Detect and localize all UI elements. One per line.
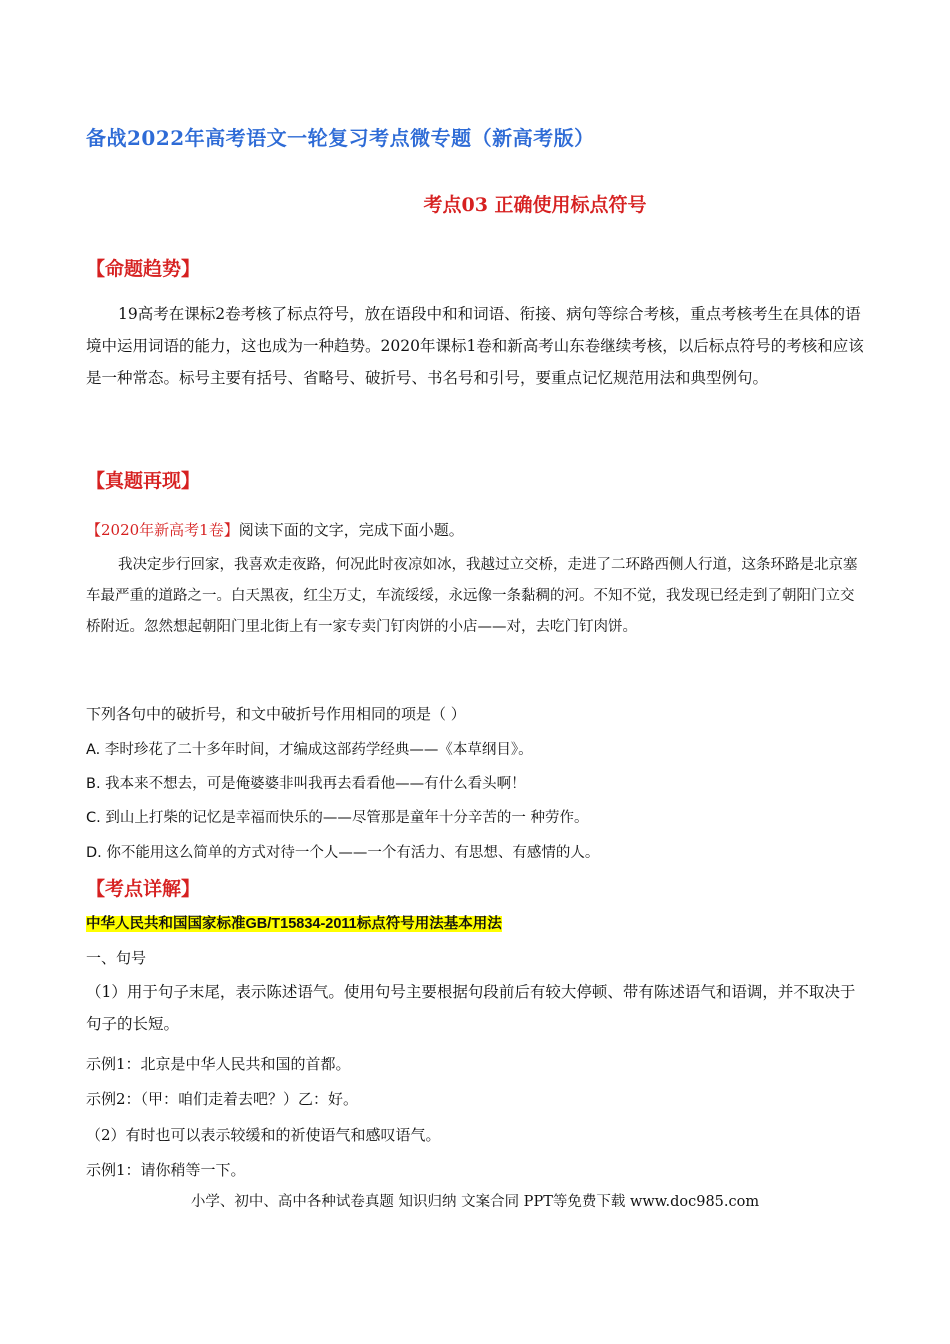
instruction-text: 阅读下面的文字，完成下面小题。 <box>238 521 464 539</box>
standard-title <box>86 912 502 933</box>
example-1: 示例1：北京是中华人民共和国的首都。 <box>86 1055 351 1073</box>
question-source-line <box>86 519 464 540</box>
source-tag: 【2020年新高考1卷】 <box>86 521 239 539</box>
section-heading-trend: 【命题趋势】 <box>86 258 201 280</box>
standard-title-text: 中华人民共和国国家标准GB/T15834-2011标点符号用法基本用法 <box>86 916 502 932</box>
option-a: A. 李时珍花了二十多年时间，才编成这部药学经典——《本草纲目》。 <box>86 742 533 758</box>
example-3: 示例1：请你稍等一下。 <box>86 1161 246 1179</box>
question-stem: 下列各句中的破折号，和文中破折号作用相同的项是（ ） <box>86 705 466 723</box>
rule-2: （2）有时也可以表示较缓和的祈使语气和感叹语气。 <box>86 1126 441 1144</box>
section-heading-real: 【真题再现】 <box>86 470 201 492</box>
reading-passage: 我决定步行回家，我喜欢走夜路，何况此时夜凉如冰，我越过立交桥，走进了二环路西侧人行道，这条环路是北京塞车最严重的道路之一。白天黑夜，红尘万丈，车流绥绥，永远像一条黏稠的河。不知不觉，我发现已经走到了朝阳门立交桥附近。忽然想起朝阳门里北街上有一家专卖门钉肉饼的小店——对，去吃门钉肉饼。 <box>86 557 858 635</box>
document-title: 备战2022年高考语文一轮复习考点微专题（新高考版） <box>86 126 595 150</box>
item-title-period: 一、句号 <box>86 949 147 967</box>
section-heading-detail: 【考点详解】 <box>86 878 201 900</box>
rule-1: （1）用于句子末尾，表示陈述语气。使用句号主要根据句段前后有较大停顿、带有陈述语气和语调，并不取决于句子的长短。 <box>86 983 856 1033</box>
option-b: B. 我本来不想去，可是俺婆婆非叫我再去看看他——有什么看头啊！ <box>86 776 526 792</box>
trend-paragraph: 19高考在课标2卷考核了标点符号，放在语段中和和词语、衔接、病句等综合考核，重点考核考生在具体的语境中运用词语的能力，这也成为一种趋势。2020年课标1卷和新高考山东卷继续考核，以后标点符号的考核和应该是一种常态。标号主要有括号、省略号、破折号、书名号和引号，要重点记忆规范用法和典型例句。 <box>86 305 864 387</box>
option-c: C. 到山上打柴的记忆是幸福而快乐的——尽管那是童年十分辛苦的一 种劳作。 <box>86 810 589 826</box>
page-footer: 小学、初中、高中各种试卷真题 知识归纳 文案合同 PPT等免费下载 www.doc985.com <box>190 1194 760 1210</box>
example-2: 示例2：（甲：咱们走着去吧？）乙：好。 <box>86 1090 359 1108</box>
topic-title: 考点03 正确使用标点符号 <box>423 194 647 216</box>
option-d: D. 你不能用这么简单的方式对待一个人——一个有活力、有思想、有感情的人。 <box>86 845 600 861</box>
